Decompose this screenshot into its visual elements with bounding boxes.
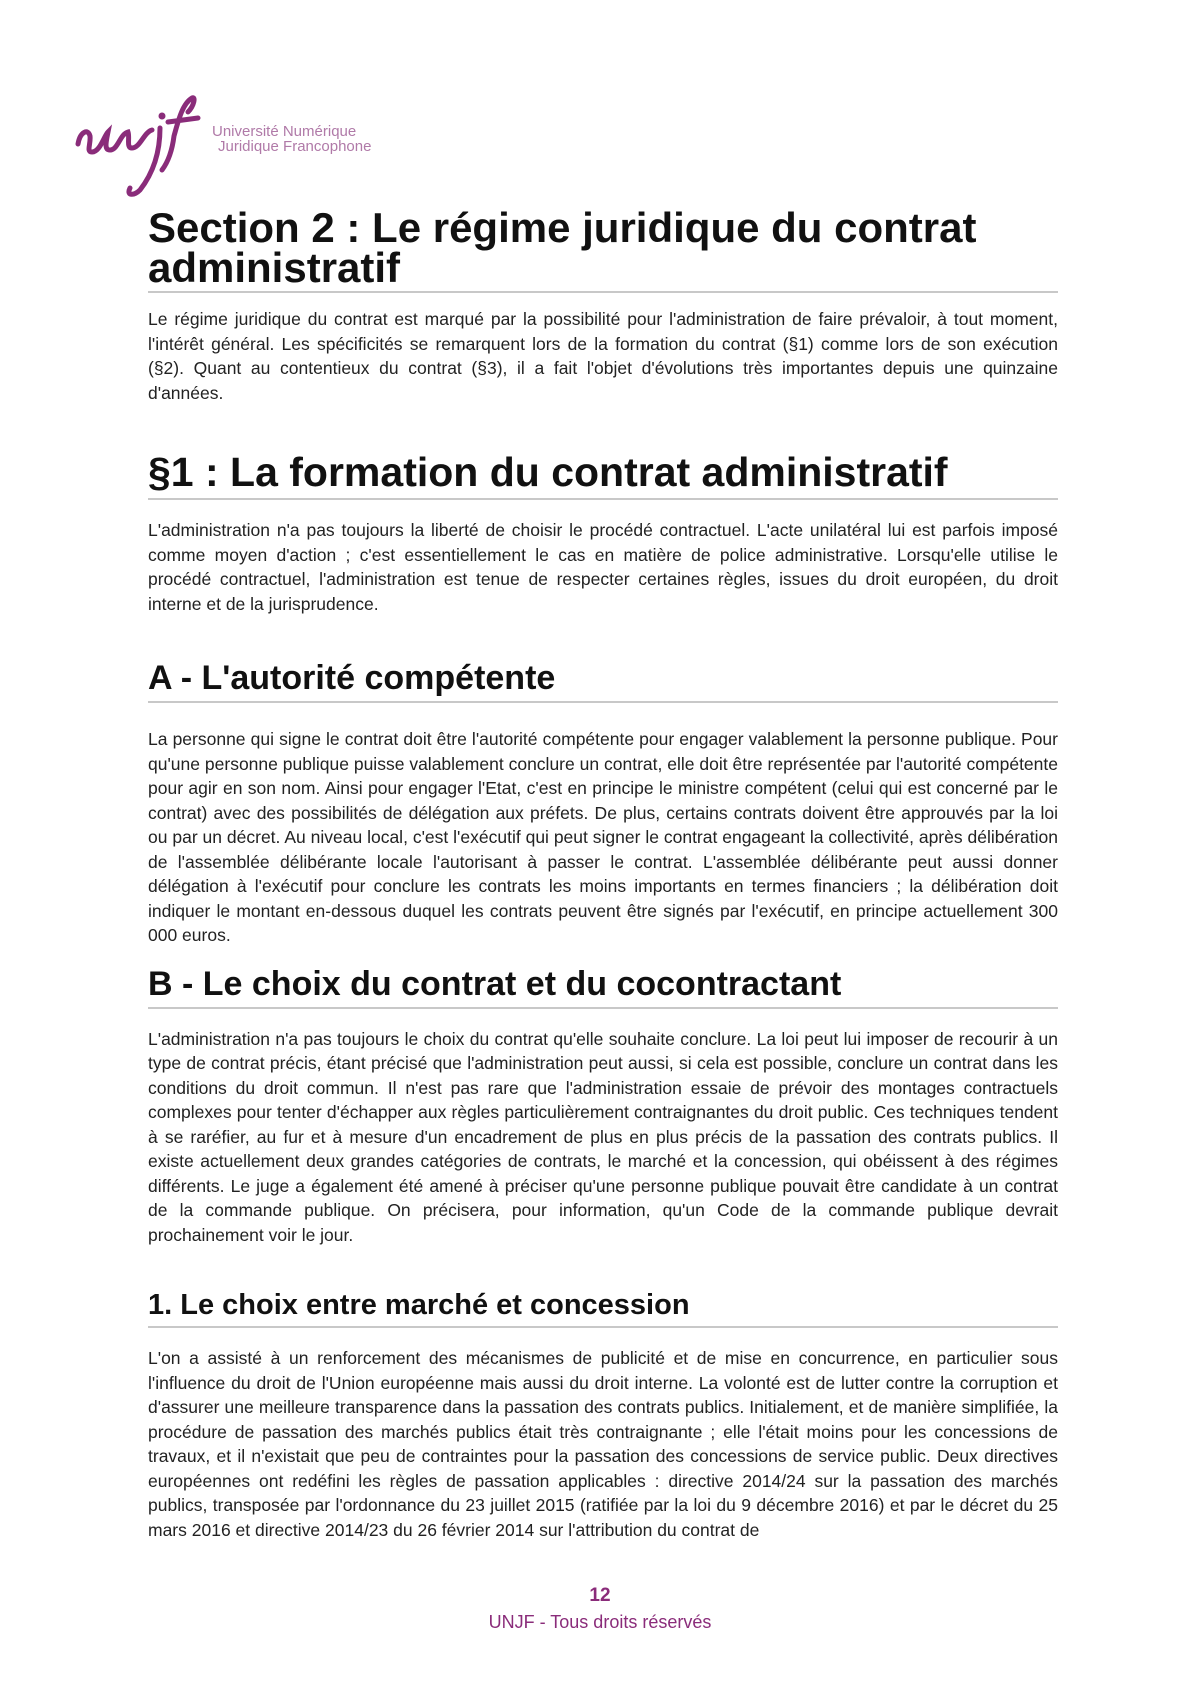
unjf-logo-mark-icon <box>74 92 214 202</box>
logo-line1: Université Numérique <box>212 123 357 140</box>
paragraph-formation: L'administration n'a pas toujours la liberté de choisir le procédé contractuel. L'acte unilatéral lui est parfois imposé comme moyen d'action ; c'est essentiellement le cas en matière de police administrative. Lorsqu'elle utilise le procédé contractuel, l'administration est tenue de respecter certaines règles, issues du droit européen, du droit interne et de la jurisprudence. <box>148 520 1058 614</box>
heading-autorite: A - L'autorité compétente <box>148 658 1058 703</box>
heading-formation: §1 : La formation du contrat administratif <box>148 449 1058 500</box>
section-title: Section 2 : Le régime juridique du contrat administratif <box>148 208 1058 293</box>
document-content <box>148 204 1058 1542</box>
page-number: 12 <box>589 1585 611 1606</box>
heading-choix-contrat: B - Le choix du contrat et du cocontractant <box>148 964 1058 1009</box>
section-intro: Le régime juridique du contrat est marqué par la possibilité pour l'administration de faire prévaloir, à tout moment, l'intérêt général. Les spécificités se remarquent lors de la formation du contrat (§1) comme lors de son exécution (§2). Quant au contentieux du contrat (§3), il a fait l'objet d'évolutions très importantes depuis une quinzaine d'années. <box>148 309 1058 403</box>
paragraph-autorite: La personne qui signe le contrat doit être l'autorité compétente pour engager valablement la personne publique. Pour qu'une personne publique puisse valablement conclure un contrat, elle doit être représentée par l'autorité compétente pour agir en son nom. Ainsi pour engager l'Etat, c'est en principe le ministre compétent (celui qui est concerné par le contrat) avec des possibilités de délégation aux préfets. De plus, certains contrats doivent être approuvés par la loi ou par un décret. Au niveau local, c'est l'exécutif qui peut signer le contrat engageant la collectivité, après délibération de l'assemblée délibérante locale l'autorisant à passer le contrat. L'assemblée délibérante peut aussi donner délégation à l'exécutif pour conclure les contrats les moins importants en termes financiers ; la délibération doit indiquer le montant en-dessous duquel les contrats peuvent être signés par l'exécutif, en principe actuellement 300 000 euros. <box>148 729 1058 945</box>
heading-marche-concession: 1. Le choix entre marché et concession <box>148 1287 1058 1328</box>
logo-text <box>212 124 371 154</box>
logo-line2: Juridique Francophone <box>218 138 372 155</box>
paragraph-marche-concession: L'on a assisté à un renforcement des mécanismes de publicité et de mise en concurrence, en particulier sous l'influence du droit de l'Union européenne mais aussi du droit interne. La volonté est de lutter contre la corruption et d'assurer une meilleure transparence dans la passation des contrats publics. Initialement, et de manière simplifiée, la procédure de passation des marchés publics était très contraignante ; elle l'était moins pour les concessions de travaux, et il n'existait que peu de contraintes pour la passation des concessions de service public. Deux directives européennes ont redéfini les règles de passation applicables : directive 2014/24 sur la passation des marchés publics, transposée par l'ordonnance du 23 juillet 2015 (ratifiée par la loi du 9 décembre 2016) et par le décret du 25 mars 2016 et directive 2014/23 du 26 février 2014 sur l'attribution du contrat de <box>148 1348 1058 1540</box>
unjf-logo <box>74 92 404 202</box>
paragraph-choix-contrat: L'administration n'a pas toujours le choix du contrat qu'elle souhaite conclure. La loi peut lui imposer de recourir à un type de contrat précis, étant précisé que l'administration peut aussi, si cela est possible, conclure un contrat dans les conditions du droit commun. Il n'est pas rare que l'administration essaie de prévoir des montages contractuels complexes pour tenter d'échapper aux règles particulièrement contraignantes du droit public. Ces techniques tendent à se raréfier, au fur et à mesure d'un encadrement de plus en plus précis de la passation des contrats publics. Il existe actuellement deux grandes catégories de contrats, le marché et la concession, qui obéissent à des régimes différents. Le juge a également été amené à préciser qu'une personne publique pouvait être candidate à un contrat de la commande publique. On précisera, pour information, qu'un Code de la commande publique devrait prochainement voir le jour. <box>148 1028 1058 1245</box>
footer-rights: UNJF - Tous droits réservés <box>488 1612 712 1632</box>
